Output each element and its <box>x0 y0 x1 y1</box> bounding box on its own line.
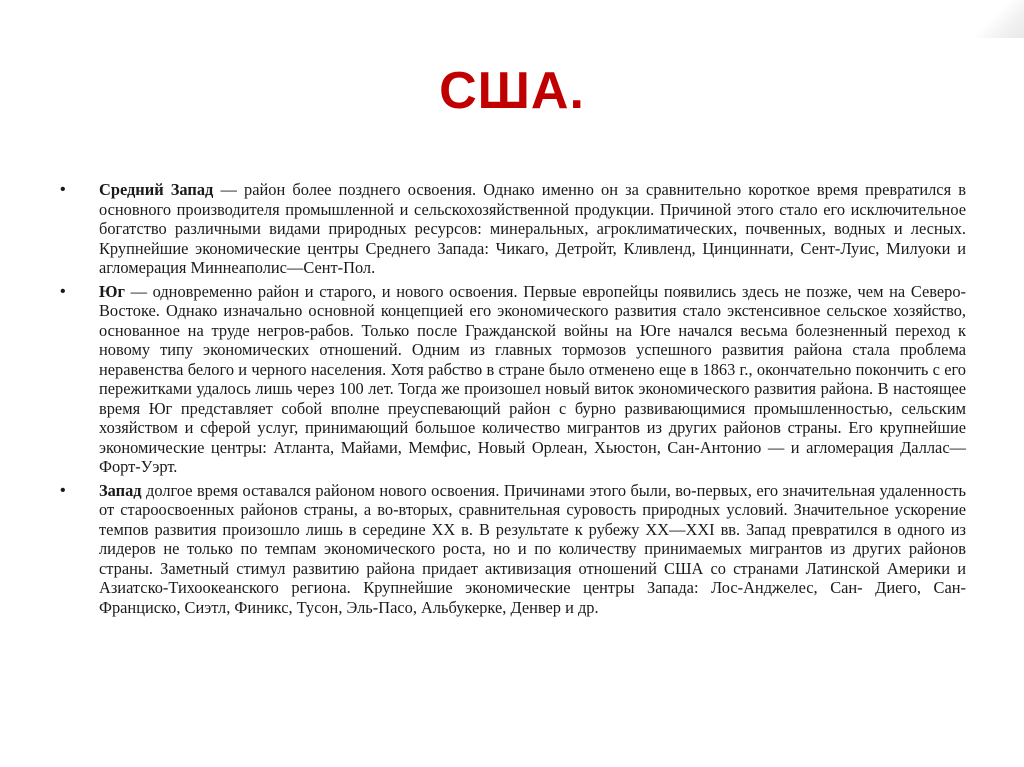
region-term: Средний Запад <box>99 180 214 199</box>
list-item-west <box>56 481 966 618</box>
region-description: — район более позднего освоения. Однако именно он за сравнительно короткое время превратился в основного производителя промышленной и сельскохозяйственной продукции. Причиной этого стало его исключительное богатство различными видами природных ресурсов: минеральных, агроклиматических, почвенных, водных и лесных. Крупнейшие экономические центры Среднего Запада: Чикаго, Детройт, Кливленд, Цинциннати, Сент-Луис, Милуоки и агломерация Миннеаполис—Сент-Пол. <box>99 180 966 277</box>
list-item-south <box>56 282 966 477</box>
list-item-midwest <box>56 180 966 278</box>
region-description: — одновременно район и старого, и нового освоения. Первые европейцы появились здесь не позже, чем на Северо-Востоке. Однако изначально основной концепцией его экономического развития стало экстенсивное сельское хозяйство, основанное на труде негров-рабов. Только после Гражданской войны на Юге начался весьма болезненный переход к новому типу экономических отношений. Одним из главных тормозов успешного развития района стала проблема неравенства белого и черного населения. Хотя рабство в стране было отменено еще в 1863 г., окончательно покончить с его пережитками удалось лишь через 100 лет. Тогда же произошел новый виток экономического развития района. В настоящее время Юг представляет собой вполне преуспевающий район с бурно развивающимися промышленностью, сельским хозяйством и сферой услуг, принимающий большое количество мигрантов из других районов страны. Его крупнейшие экономические центры: Атланта, Майами, Мемфис, Новый Орлеан, Хьюстон, Сан-Антонио — и агломерация Даллас—Форт-Уэрт. <box>99 281 966 476</box>
bullet-icon: • <box>60 181 66 198</box>
corner-decoration <box>974 0 1024 38</box>
region-term: Юг <box>99 281 125 301</box>
bullet-list <box>56 180 966 621</box>
slide-title: США. <box>439 62 585 120</box>
bullet-icon: • <box>60 282 66 300</box>
region-term: Запад <box>99 480 142 500</box>
region-description: долгое время оставался районом нового освоения. Причинами этого были, во-первых, его значительная удаленность от староосвоенных районов страны, а во-вторых, сравнительная суровость природных условий. Значительное ускорение темпов развития произошло лишь в середине XX в. В результате к рубежу XX—XXI вв. Запад превратился в одного из лидеров не только по темпам экономического роста, но и по количеству принимаемых мигрантов из других районов страны. Заметный стимул развитию района придает активизация отношений США со странами Латинской Америки и Азиатско-Тихоокеанского региона. Крупнейшие экономические центры Запада: Лос-Анджелес, Сан- Диего, Сан-Франциско, Сиэтл, Финикс, Тусон, Эль-Пасо, Альбукерке, Денвер и др. <box>99 480 966 617</box>
bullet-icon: • <box>60 481 66 499</box>
